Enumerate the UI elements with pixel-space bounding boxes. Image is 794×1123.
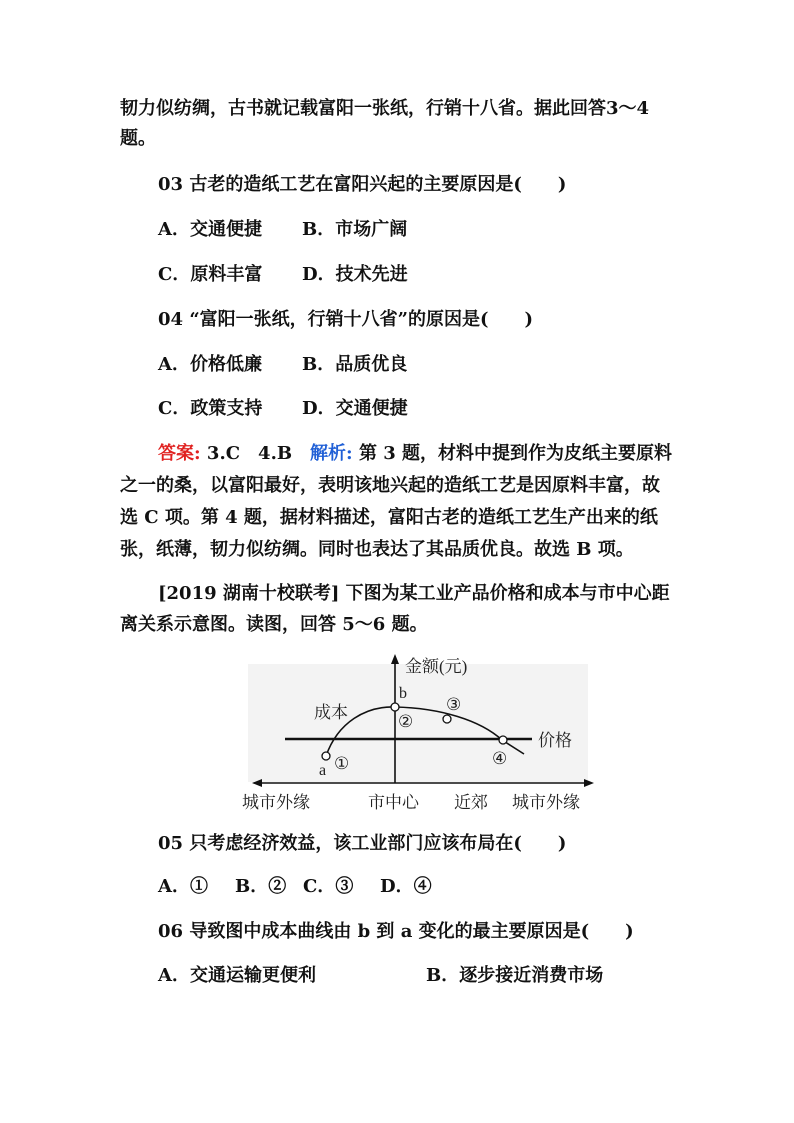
- x-axis-right-arrow: [584, 779, 594, 787]
- point-3: [443, 715, 451, 723]
- analysis-line-2: 之一的桑，以富阳最好，表明该地兴起的造纸工艺是因原料丰富，故: [120, 475, 660, 496]
- point-a: [322, 752, 330, 760]
- analysis-line-3: 选 C 项。第 4 题，据材料描述，富阳古老的造纸工艺生产出来的纸: [120, 507, 658, 528]
- answer-line-1: [158, 443, 672, 465]
- q3-option-d[interactable]: D．技术先进: [302, 264, 408, 285]
- q3-option-b[interactable]: B．市场广阔: [302, 219, 408, 240]
- y-axis-arrow: [391, 654, 399, 664]
- answer-value: 3.C 4.B: [200, 443, 311, 464]
- q5-option-c[interactable]: C．③: [303, 876, 354, 897]
- x-label-outer-right: 城市外缘: [512, 793, 580, 812]
- answer-label: 答案:: [158, 443, 201, 464]
- x-label-outer-left: 城市外缘: [242, 793, 310, 812]
- cost-label: 成本: [314, 703, 348, 722]
- intro-line-1: 韧力似纺绸，古书就记载富阳一张纸，行销十八省。据此回答3～4: [120, 98, 650, 119]
- q6-stem: 06 导致图中成本曲线由 b 到 a 变化的最主要原因是( ): [158, 921, 634, 942]
- mark-2: ②: [398, 712, 414, 731]
- point-4: [499, 736, 507, 744]
- q4-option-c[interactable]: C．政策支持: [158, 398, 263, 419]
- mark-4: ④: [492, 749, 508, 768]
- q5-option-a[interactable]: A．①: [158, 876, 208, 897]
- analysis-text-1: 第 3 题，材料中提到作为皮纸主要原料: [352, 443, 673, 464]
- y-axis-label: 金额(元): [405, 657, 468, 676]
- q5-option-b[interactable]: B．②: [235, 876, 287, 897]
- intro-line-2: 题。: [120, 128, 156, 149]
- point-a-label: a: [319, 762, 327, 779]
- analysis-label: 解析:: [310, 443, 353, 464]
- passage2-line-2: 离关系示意图。读图，回答 5～6 题。: [120, 614, 428, 635]
- analysis-line-4: 张，纸薄，韧力似纺绸。同时也表达了其品质优良。故选 B 项。: [120, 539, 634, 560]
- q3-option-a[interactable]: A．交通便捷: [158, 219, 262, 240]
- q4-options-row-1: [158, 354, 407, 376]
- q6-options-row: [158, 965, 603, 987]
- q4-options-row-2: [158, 398, 408, 420]
- x-label-center: 市中心: [368, 793, 419, 812]
- q3-options-row-2: [158, 264, 408, 286]
- price-label: 价格: [538, 731, 572, 750]
- mark-3: ③: [446, 695, 462, 714]
- q5-options-row: [158, 876, 432, 898]
- q6-option-a[interactable]: A．交通运输更便利: [158, 965, 316, 986]
- figure-background: [248, 664, 588, 782]
- q4-option-d[interactable]: D．交通便捷: [302, 398, 408, 419]
- q6-option-b[interactable]: B．逐步接近消费市场: [426, 965, 604, 986]
- mark-1: ①: [334, 754, 350, 773]
- q4-option-b[interactable]: B．品质优良: [302, 354, 408, 375]
- q4-stem: 04 “富阳一张纸，行销十八省”的原因是( ): [158, 309, 534, 330]
- q5-option-d[interactable]: D．④: [380, 876, 432, 897]
- x-label-suburb: 近郊: [454, 793, 488, 812]
- q5-stem: 05 只考虑经济效益，该工业部门应该布局在( ): [158, 833, 567, 854]
- q3-stem: 03 古老的造纸工艺在富阳兴起的主要原因是( ): [158, 174, 567, 195]
- point-b-label: b: [399, 685, 407, 702]
- q4-option-a[interactable]: A．价格低廉: [158, 354, 262, 375]
- passage2-line-1: [2019 湖南十校联考] 下图为某工业产品价格和成本与市中心距: [158, 583, 670, 604]
- q3-option-c[interactable]: C．原料丰富: [158, 264, 263, 285]
- cost-price-diagram: [240, 650, 600, 820]
- q3-options-row-1: [158, 219, 407, 241]
- point-b: [391, 703, 399, 711]
